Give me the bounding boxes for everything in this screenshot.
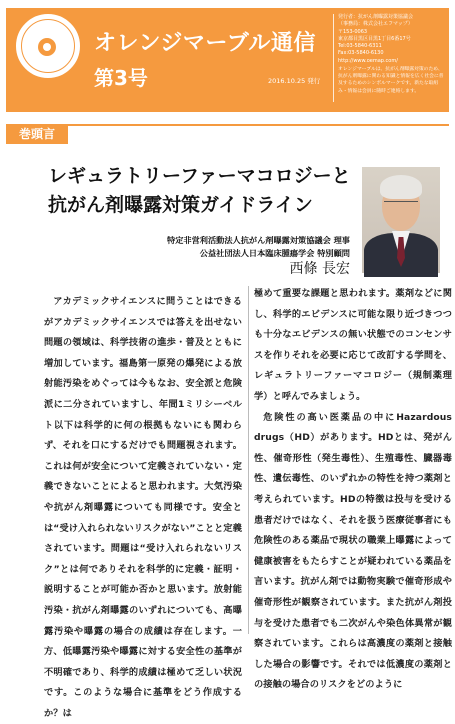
author-portrait	[362, 167, 440, 273]
headline-line: 抗がん剤曝露対策ガイドライン	[48, 193, 313, 216]
logo-swirl	[43, 43, 51, 51]
body-paragraph: 危険性の高い医薬品の中にHazardous drugs（HD）があります。HDとは、発がん性、催奇形性（発生毒性）、生殖毒性、臓器毒性、遺伝毒性、のいずれかの特性を持つ薬剤と考えられています。HDの特徴は投与を受ける患者だけではなく、それを扱う医療従事者にも危険性のある薬品で現状の職業上曝露によって健康被害をもたらすことが疑われている薬品を言います。抗がん剤では動物実験で催奇形成や催奇形性が観察されています。また抗がん剤投与を受けた患者でも二次がんや染色体異常が観察されています。これらは高濃度の薬剤と接触した場合の影響です。それでは低濃度の薬剤との接触の場合のリスクをどのように	[254, 411, 452, 691]
publisher-line: 発行者：抗がん剤曝露対策協議会	[338, 14, 414, 20]
publisher-url[interactable]: http://www.oemap.com/	[338, 57, 398, 64]
author-name: 西條 長宏	[289, 261, 350, 277]
publisher-line: 〒153-0063	[338, 28, 368, 35]
issue-date: 2016.10.25 発行	[268, 77, 321, 85]
mark-description: オレンジマーブルは、抗がん剤曝露対策のため、抗がん剤曝露に関わる知識と情報を広く社会に普及するためのシンボルマークです。新たな取組み・情報は会員に随時ご連絡します。	[338, 67, 444, 94]
header-divider	[333, 14, 334, 102]
header-banner	[6, 8, 449, 112]
body-column-left	[44, 292, 242, 724]
author-affiliation	[120, 234, 350, 260]
newsletter-title: オレンジマーブル通信	[94, 31, 316, 56]
publisher-line: Fax:03-5840-6130	[338, 50, 384, 57]
body-paragraph: 極めて重要な課題と思われます。薬剤などに関し、科学的エビデンスに可能な限り近づきつつも十分なエビデンスの無い状態でのコンセンサスを作りそれを必要に応じて改訂する学問を、レギュラトリーファーマコロジー（規制薬理学）と呼んでみましょう。	[254, 288, 452, 402]
portrait-glasses	[384, 201, 418, 209]
portrait-hair	[380, 175, 422, 199]
body-column-right	[254, 284, 452, 696]
publisher-line: （事務局：株式会社エフマップ）	[338, 21, 413, 28]
issue-number: 第3号	[94, 66, 148, 90]
publisher-line: Tel:03-5840-6311	[338, 43, 382, 49]
publisher-line: 東京都目黒区目黒1丁目6番17号	[338, 35, 411, 42]
orange-marble-logo	[16, 14, 80, 78]
headline-line: レギュラトリーファーマコロジーと	[48, 165, 351, 187]
column-divider	[248, 286, 249, 634]
affiliation-line: 公益社団法人日本臨床腫瘍学会 特別顧問	[199, 248, 350, 259]
body-paragraph: アカデミックサイエンスに問うことはできるがアカデミックサイエンスでは答えを出せない問題の領域は、科学技術の進歩・普及とともに増加しています。福島第一原発の爆発による放射能汚染をめぐっては今もなお、安全派と危険派に二分されていますし、年間1ミリシーベルト以下は科学的に何の根拠もないにも関わらず、それを口にするだけでも問題視されます。これは何が安全について定義されていない・定義できないことによると思われます。大気汚染や抗がん剤曝露についても同様です。安全とは“受け入れられないリスクがない”ことと定義されています。問題は“受け入れられないリスク”とは何でありそれを科学的に定義・証明・説明することが可能か否かと思います。放射能汚染・抗がん剤曝露のいずれについても、高曝露汚染や曝露の場合の成績は存在します。一方、低曝露汚染や曝露に対する安全性の基準が不明確であり、科学的成績は極めて乏しい状況です。このような場合に基準をどう作成するか？は	[44, 296, 242, 719]
section-rule	[6, 124, 449, 126]
section-tag: 巻頭言	[6, 124, 68, 144]
publisher-info	[338, 14, 446, 65]
article-headline	[48, 162, 351, 219]
affiliation-line: 特定非営利活動法人抗がん剤曝露対策協議会 理事	[167, 235, 350, 245]
